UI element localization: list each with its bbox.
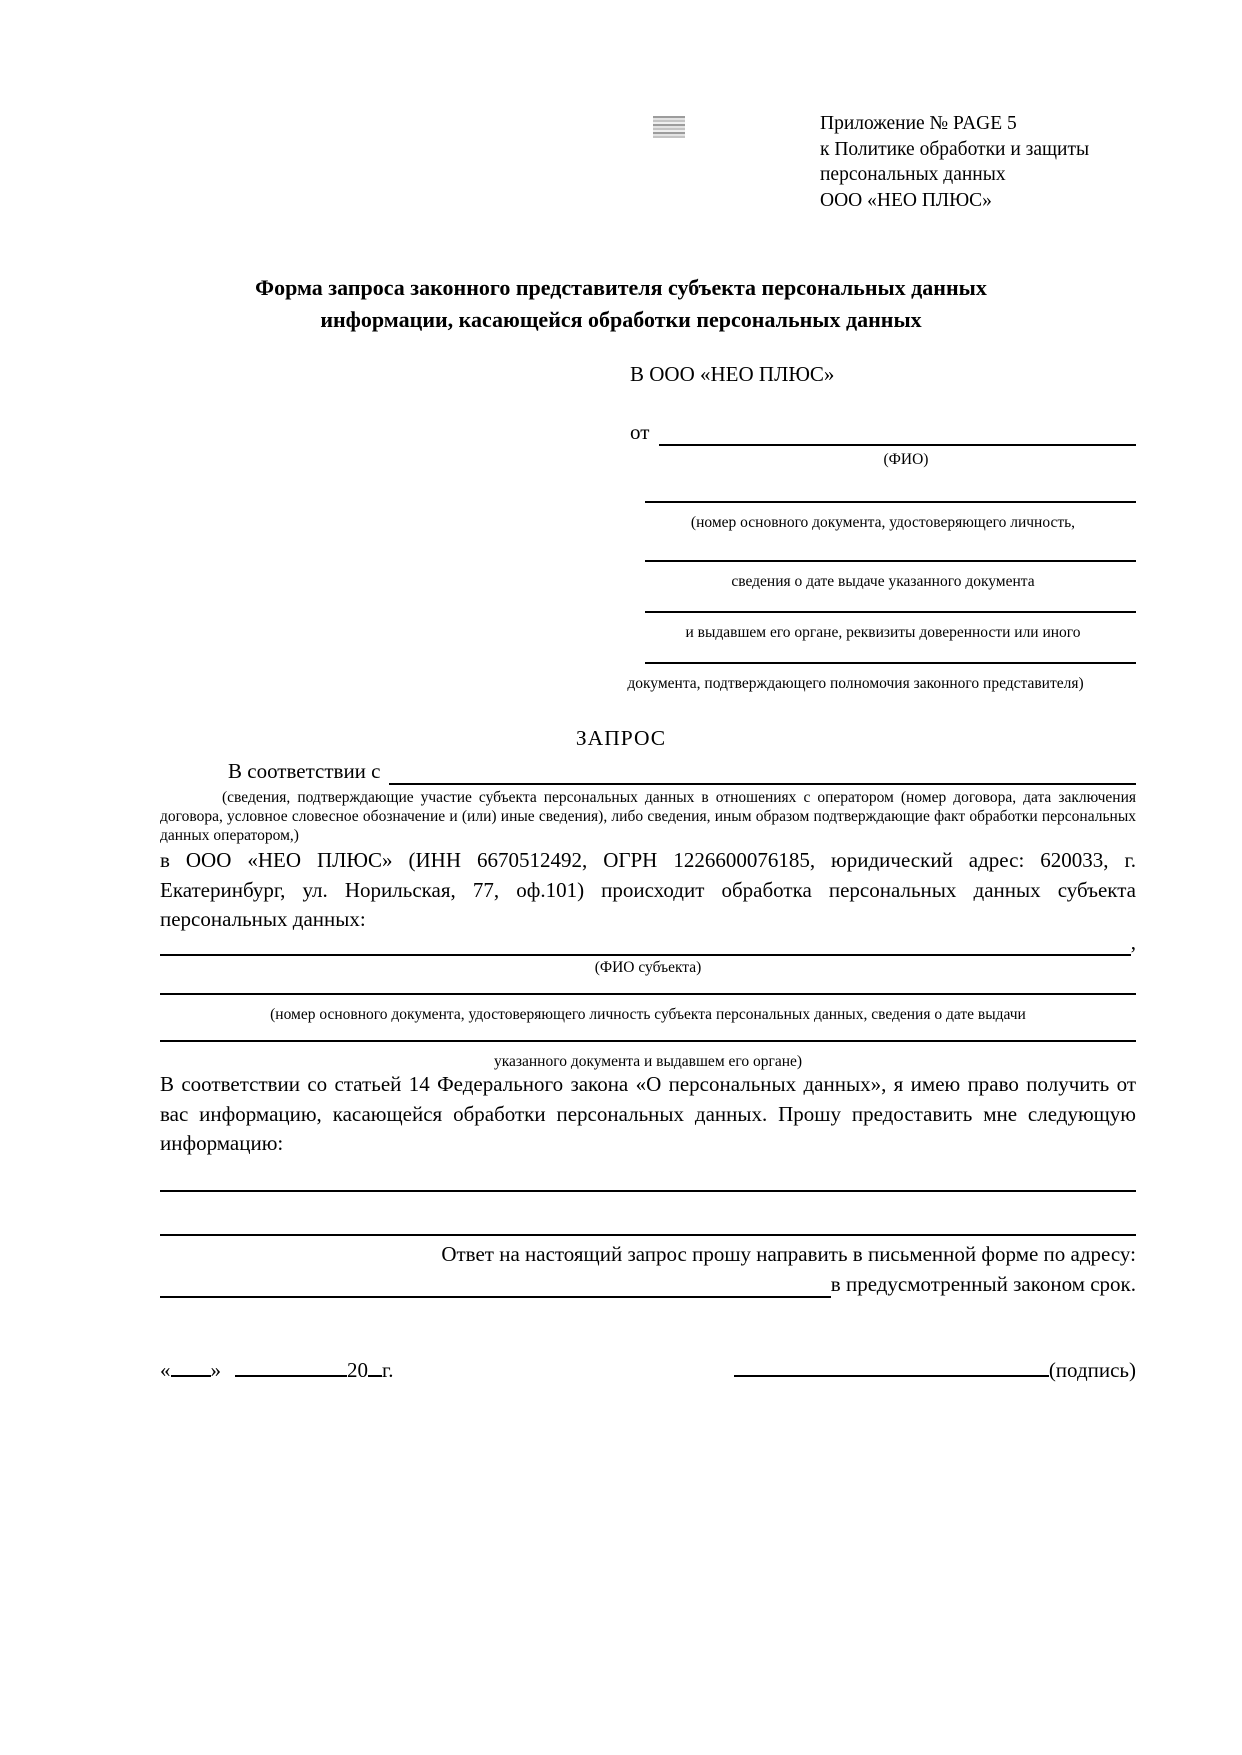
reply-instruction: Ответ на настоящий запрос прошу направить в письменной форме по адресу: <box>441 1242 1136 1266</box>
signature-blank-line <box>734 1370 1049 1377</box>
blank-line <box>645 560 1136 562</box>
trailing-comma: , <box>1130 930 1136 954</box>
signature-caption: (подпись) <box>1048 1358 1136 1382</box>
from-label: от <box>630 420 650 444</box>
date-line <box>160 1356 394 1384</box>
fio-caption: (ФИО) <box>883 451 929 468</box>
blank-line <box>645 501 1136 503</box>
year-blank-line <box>368 1370 382 1377</box>
blank-line <box>645 662 1136 664</box>
accordance-blank-line <box>389 779 1137 785</box>
field-caption: документа, подтверждающего полномочия законного представителя) <box>627 675 1084 692</box>
law-paragraph: В соответствии со статьей 14 Федерального закона «О персональных данных», я имею право получить от вас информацию, касающейся обработки персональных данных. Прошу предоставить мне следующую информацию: <box>160 1072 1136 1155</box>
subject-doc-caption: указанного документа и выдавшем его органе) <box>493 1053 803 1070</box>
day-blank-line <box>171 1370 211 1377</box>
document-title-line: информации, касающейся обработки персональных данных <box>320 307 922 332</box>
from-row <box>630 418 1136 446</box>
header-line: Приложение № PAGE 5 <box>820 113 1017 134</box>
accordance-label: В соответствии с <box>228 759 381 783</box>
representative-doc-field <box>630 560 1136 591</box>
field-caption: и выдавшем его органе, реквизиты доверенности или иного <box>685 624 1081 641</box>
representative-doc-field <box>627 662 1136 693</box>
blank-line <box>645 611 1136 613</box>
reply-block <box>160 1240 1136 1298</box>
addressee-to: В ООО «НЕО ПЛЮС» <box>630 362 835 386</box>
addressee-block <box>627 360 1136 693</box>
subject-fio-blank-line <box>160 950 1131 956</box>
field-caption: сведения о дате выдаче указанного документа <box>731 573 1035 590</box>
fine-print-note: (сведения, подтверждающие участие субъекта персональных данных в отношениях с оператором (номер договора, дата заключения договора, условное словесное обозначение и (или) иные сведения), либо сведения, иным образом подтверждающие факт обработки персональных данных оператором,) <box>160 789 1136 844</box>
operator-paragraph: в ООО «НЕО ПЛЮС» (ИНН 6670512492, ОГРН 1226600076185, юридический адрес: 620033, г. Екатеринбург, ул. Норильская, 77, оф.101) происходит обработка персональных данных субъекта персональных данных: <box>160 848 1136 931</box>
signature-row <box>160 1356 1136 1384</box>
reply-suffix: в предусмотренный законом срок. <box>830 1272 1136 1296</box>
blank-line <box>160 1234 1136 1236</box>
header-line: к Политике обработки и защиты <box>820 138 1090 160</box>
fio-blank-line <box>659 440 1136 446</box>
blank-line <box>160 1190 1136 1192</box>
open-quote: « <box>160 1358 171 1382</box>
document-title-line: Форма запроса законного представителя субъекта персональных данных <box>255 275 987 300</box>
year-suffix: г. <box>382 1358 394 1382</box>
year-prefix: 20 <box>347 1358 368 1382</box>
representative-doc-field <box>630 611 1136 642</box>
subject-fio-caption: (ФИО субъекта) <box>594 959 702 976</box>
requested-info-blanks <box>160 1150 1136 1236</box>
header-line: ООО «НЕО ПЛЮС» <box>820 189 992 211</box>
address-blank-line <box>160 1292 831 1298</box>
signature-line <box>734 1356 1136 1384</box>
subject-fio-row <box>160 928 1136 956</box>
representative-doc-field <box>630 501 1136 532</box>
accordance-row <box>160 757 1136 785</box>
subject-doc-caption: (номер основного документа, удостоверяющего личность субъекта персональных данных, сведения о дате выдачи <box>270 1006 1026 1023</box>
subject-fields-block <box>160 928 1136 1071</box>
close-quote: » <box>210 1358 221 1382</box>
header-line: персональных данных <box>820 164 1006 185</box>
header-annotation <box>820 111 1160 213</box>
field-caption: (номер основного документа, удостоверяющего личность, <box>690 514 1076 531</box>
subject-doc-blank-line <box>160 993 1136 995</box>
header-image-placeholder-icon <box>653 116 685 138</box>
reply-address-row <box>160 1270 1136 1298</box>
request-heading: ЗАПРОС <box>575 726 667 750</box>
document-title <box>0 272 1242 336</box>
subject-doc-blank-line <box>160 1040 1136 1042</box>
month-blank-line <box>235 1370 347 1377</box>
